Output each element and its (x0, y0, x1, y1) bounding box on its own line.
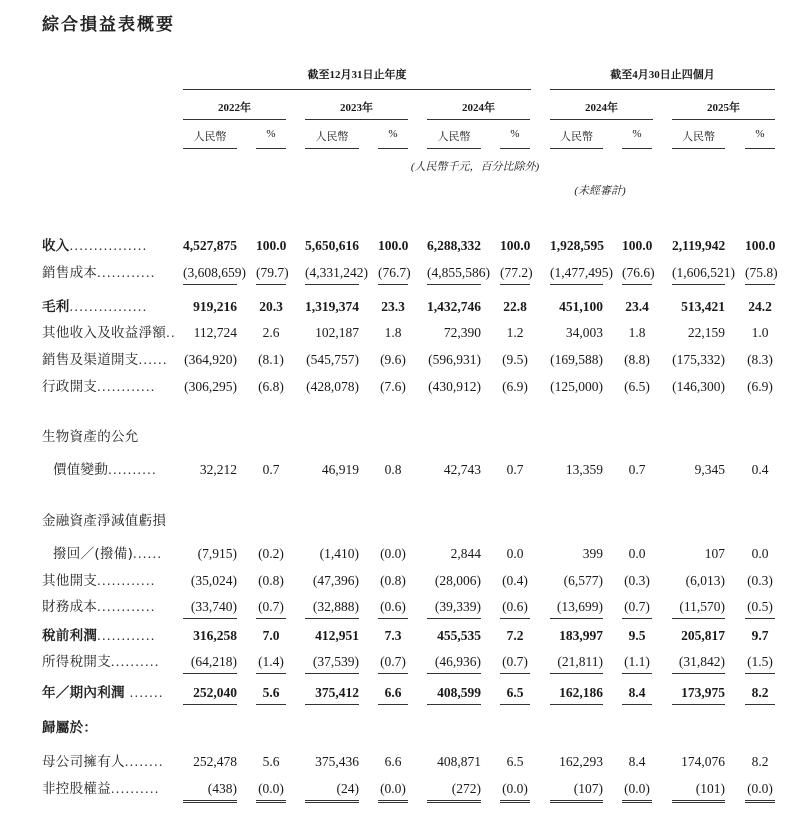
leader-dots: .......... (111, 781, 160, 796)
percent-cell: 23.3 (381, 299, 405, 314)
percent-cell: 100.0 (500, 238, 531, 253)
percent-cell: 7.3 (384, 628, 402, 643)
percent-cell: 5.6 (256, 682, 286, 705)
row-label (42, 570, 156, 592)
amount-cell: (125,000) (550, 379, 603, 394)
amount-cell: (1,410) (319, 546, 359, 561)
leader-dots: .......... (111, 654, 160, 669)
row-label (42, 651, 160, 673)
row-label (42, 596, 156, 618)
currency-header: 人民幣 (315, 131, 349, 143)
percent-cell: 6.5 (506, 754, 524, 769)
row-label-text: 母公司擁有人 (42, 754, 125, 770)
amount-cell: (11,570) (672, 596, 725, 619)
amount-cell: (146,300) (672, 379, 725, 394)
amount-cell: 252,040 (183, 682, 237, 705)
amount-cell: 1,319,374 (305, 299, 359, 314)
percent-cell: 6.6 (384, 754, 402, 769)
header-rule (427, 119, 530, 120)
percent-cell: 6.5 (500, 682, 530, 705)
percent-cell: (0.8) (380, 573, 406, 588)
amount-cell: 2,844 (450, 546, 481, 561)
header-rule (256, 148, 286, 149)
table-row (0, 717, 800, 739)
amount-cell: 6,288,332 (427, 238, 481, 253)
percent-cell: (0.6) (500, 596, 530, 619)
row-label (42, 682, 164, 704)
percent-cell: 0.0 (506, 546, 524, 561)
currency-header: 人民幣 (193, 131, 227, 143)
table-row (0, 625, 800, 647)
percent-cell: 1.8 (384, 325, 402, 340)
percent-cell: (0.0) (500, 778, 530, 803)
percent-cell: 23.4 (625, 299, 649, 314)
amount-cell: 375,412 (305, 682, 359, 705)
percent-cell: (77.2) (500, 262, 530, 285)
amount-cell: 205,817 (681, 628, 725, 643)
amount-cell: 4,527,875 (183, 238, 237, 253)
year-header-2024: 2024年 (462, 102, 495, 114)
percent-cell: 9.5 (628, 628, 646, 643)
amount-cell: (545,757) (306, 352, 359, 367)
amount-cell: 513,421 (681, 299, 725, 314)
row-label-text: 價值變動 (53, 462, 109, 478)
percent-cell: (0.0) (256, 778, 286, 803)
amount-cell: (39,339) (427, 596, 481, 619)
amount-cell: (47,396) (312, 573, 359, 588)
leader-dots: ............ (97, 265, 156, 280)
table-row (0, 296, 800, 318)
amount-cell: (438) (183, 778, 237, 803)
percent-cell: (79.7) (256, 262, 286, 285)
leader-dots: ............ (97, 628, 156, 643)
amount-cell: (32,888) (305, 596, 359, 619)
percent-cell: (6.5) (624, 379, 650, 394)
amount-cell: 173,975 (672, 682, 725, 705)
percent-cell: (0.7) (256, 596, 286, 619)
currency-header: 人民幣 (560, 131, 593, 143)
percent-cell: (0.7) (622, 596, 652, 619)
amount-cell: (175,332) (672, 352, 725, 367)
amount-cell: 34,003 (565, 325, 603, 340)
percent-cell: (7.6) (380, 379, 406, 394)
row-label (42, 262, 156, 284)
percent-cell: 100.0 (622, 238, 653, 253)
leader-dots: ...... (133, 546, 163, 561)
percent-cell: 6.6 (378, 682, 408, 705)
table-row (0, 459, 800, 481)
amount-cell: 42,743 (443, 462, 481, 477)
percent-cell: 0.7 (506, 462, 524, 477)
percent-cell: (0.7) (378, 651, 408, 674)
table-row (0, 262, 800, 284)
row-label-text: 其他開支 (42, 573, 98, 589)
percent-cell: 22.8 (503, 299, 527, 314)
table-row (0, 322, 800, 344)
header-rule (183, 119, 286, 120)
amount-cell: 455,535 (437, 628, 481, 643)
percent-cell: (6.8) (258, 379, 284, 394)
amount-cell: (169,588) (550, 352, 603, 367)
percent-cell: (9.6) (380, 352, 406, 367)
amount-cell: 72,390 (443, 325, 481, 340)
percent-cell: (0.5) (745, 596, 775, 619)
percent-cell: 20.3 (259, 299, 283, 314)
percent-cell: (0.3) (624, 573, 650, 588)
year-header-2024-period: 2024年 (585, 102, 618, 114)
amount-cell: (33,740) (183, 596, 237, 619)
row-label (42, 296, 148, 318)
amount-cell: (430,912) (428, 379, 481, 394)
percent-cell: 8.2 (745, 682, 775, 705)
percent-cell: 7.2 (506, 628, 524, 643)
amount-cell: 22,159 (687, 325, 725, 340)
amount-cell: (21,811) (550, 651, 603, 674)
amount-cell: (364,920) (184, 352, 237, 367)
percent-cell: (8.1) (258, 352, 284, 367)
percent-header: % (755, 128, 765, 140)
header-rule (550, 119, 653, 120)
percent-cell: (0.7) (500, 651, 530, 674)
leader-dots: ............ (97, 573, 156, 588)
row-label (42, 625, 156, 647)
percent-cell: 0.8 (384, 462, 402, 477)
amount-cell: 162,186 (550, 682, 603, 705)
amount-cell: 174,076 (681, 754, 725, 769)
amount-cell: 1,432,746 (427, 299, 481, 314)
row-label (53, 459, 157, 481)
table-row (0, 778, 800, 800)
amount-cell: (6,013) (685, 573, 725, 588)
header-rule (305, 119, 408, 120)
year-header-2022: 2022年 (218, 102, 251, 114)
percent-header: % (510, 128, 520, 140)
header-rule (672, 119, 775, 120)
table-row (0, 376, 800, 398)
amount-cell: 13,359 (565, 462, 603, 477)
leader-dots: ................ (69, 299, 148, 314)
amount-cell: 252,478 (193, 754, 237, 769)
percent-cell: (6.9) (502, 379, 528, 394)
percent-cell: 8.4 (622, 682, 652, 705)
percent-cell: (0.3) (747, 573, 773, 588)
header-rule (378, 148, 408, 149)
amount-cell: (596,931) (428, 352, 481, 367)
amount-cell: (35,024) (190, 573, 237, 588)
amount-cell: (64,218) (183, 651, 237, 674)
percent-cell: 0.4 (751, 462, 769, 477)
amount-cell: (107) (550, 778, 603, 803)
amount-cell: (4,855,586) (427, 262, 481, 285)
amount-cell: (1,477,495) (550, 262, 603, 285)
row-label-text: 毛利 (42, 299, 70, 315)
leader-dots: ................ (69, 238, 148, 253)
amount-cell: (306,295) (184, 379, 237, 394)
table-row (0, 751, 800, 773)
header-rule (305, 148, 359, 149)
row-label-text: 歸屬於： (42, 720, 98, 736)
amount-cell: (1,606,521) (672, 262, 725, 285)
amount-cell: (272) (427, 778, 481, 803)
header-rule (500, 148, 530, 149)
amount-cell: 107 (704, 546, 725, 561)
year-header-2025-period: 2025年 (707, 102, 740, 114)
year-header-2023: 2023年 (340, 102, 373, 114)
row-label-text: 金融資產淨減值虧損 (42, 513, 167, 529)
amount-cell: 46,919 (321, 462, 359, 477)
amount-cell: (6,577) (563, 573, 603, 588)
row-label (42, 510, 166, 532)
row-label (42, 717, 97, 739)
percent-cell: (0.0) (622, 778, 652, 803)
percent-cell: 5.6 (262, 754, 280, 769)
row-label (42, 349, 168, 371)
leader-dots: ...... (138, 352, 168, 367)
amount-cell: (28,006) (434, 573, 481, 588)
header-rule (183, 148, 237, 149)
row-label-text: 生物資產的公允 (42, 429, 139, 445)
amount-cell: 112,724 (193, 325, 237, 340)
row-label-text: 行政開支 (42, 379, 98, 395)
header-rule (550, 148, 603, 149)
percent-cell: (9.5) (502, 352, 528, 367)
leader-dots: .......... (108, 462, 157, 477)
row-label (42, 376, 156, 398)
percent-header: % (266, 128, 276, 140)
percent-cell: (0.0) (380, 546, 406, 561)
percent-cell: 100.0 (378, 238, 409, 253)
header-rule (550, 89, 775, 90)
row-label-text: 銷售成本 (42, 265, 98, 281)
amount-cell: (4,331,242) (305, 262, 359, 285)
table-row (0, 426, 800, 448)
row-label (42, 751, 164, 773)
amount-cell: (428,078) (306, 379, 359, 394)
table-row (0, 682, 800, 704)
amount-cell: 408,871 (437, 754, 481, 769)
percent-cell: 1.8 (628, 325, 646, 340)
percent-cell: (76.7) (378, 262, 408, 285)
leader-dots: ....... (124, 685, 164, 700)
percent-cell: (76.6) (622, 262, 652, 285)
percent-cell: (8.3) (747, 352, 773, 367)
header-rule (622, 148, 652, 149)
percent-cell: 7.0 (262, 628, 280, 643)
percent-header: % (388, 128, 398, 140)
table-row (0, 596, 800, 618)
amount-cell: 375,436 (315, 754, 359, 769)
percent-cell: 24.2 (748, 299, 772, 314)
amount-cell: 2,119,942 (672, 238, 726, 253)
row-label-text: 撥回／(撥備) (53, 546, 134, 562)
percent-cell: 1.2 (506, 325, 524, 340)
percent-cell: 0.0 (751, 546, 769, 561)
amount-cell: (13,699) (550, 596, 603, 619)
table-row (0, 349, 800, 371)
amount-cell: (24) (305, 778, 359, 803)
amount-cell: 412,951 (315, 628, 359, 643)
percent-cell: (1.1) (622, 651, 652, 674)
row-label-text: 所得稅開支 (42, 654, 111, 670)
page-title: 綜合損益表概要 (42, 15, 175, 35)
leader-dots: ............ (97, 379, 156, 394)
amount-cell: 408,599 (427, 682, 481, 705)
table-row (0, 235, 800, 257)
amount-cell: 162,293 (559, 754, 603, 769)
amount-cell: (46,936) (427, 651, 481, 674)
amount-cell: 9,345 (694, 462, 725, 477)
amount-cell: (37,539) (305, 651, 359, 674)
group-header-year-ended: 截至12月31日止年度 (307, 69, 407, 81)
row-label-text: 稅前利潤 (42, 628, 98, 644)
percent-cell: (1.4) (256, 651, 286, 674)
row-label (42, 235, 148, 257)
header-rule (672, 148, 725, 149)
leader-dots: ............ (97, 599, 156, 614)
percent-cell: 1.0 (751, 325, 769, 340)
amount-cell: 919,216 (193, 299, 237, 314)
row-label-text: 財務成本 (42, 599, 98, 615)
percent-cell: 100.0 (256, 238, 287, 253)
percent-cell: (6.9) (747, 379, 773, 394)
amount-cell: 32,212 (199, 462, 237, 477)
percent-header: % (632, 128, 642, 140)
amount-cell: 316,258 (193, 628, 237, 643)
percent-cell: (0.0) (378, 778, 408, 803)
percent-cell: (8.8) (624, 352, 650, 367)
percent-cell: (0.8) (258, 573, 284, 588)
amount-cell: 102,187 (315, 325, 359, 340)
percent-cell: (0.6) (378, 596, 408, 619)
table-row (0, 651, 800, 673)
percent-cell: 0.7 (262, 462, 280, 477)
currency-header: 人民幣 (437, 131, 471, 143)
group-header-four-months: 截至4月30日止四個月 (610, 69, 715, 81)
amount-cell: (3,608,659) (183, 262, 237, 285)
table-row (0, 510, 800, 532)
amount-cell: 399 (582, 546, 603, 561)
amount-cell: 5,650,616 (305, 238, 359, 253)
amount-cell: (31,842) (672, 651, 725, 674)
unaudited-note: (未經審計) (574, 185, 626, 197)
row-label (42, 426, 139, 448)
row-label (42, 778, 160, 800)
percent-cell: (0.4) (502, 573, 528, 588)
header-rule (427, 148, 481, 149)
percent-cell: 100.0 (745, 238, 776, 253)
amount-cell: (101) (672, 778, 725, 803)
row-label-text: 銷售及渠道開支 (42, 352, 139, 368)
currency-header: 人民幣 (682, 131, 715, 143)
percent-cell: 8.2 (751, 754, 769, 769)
percent-cell: 0.7 (628, 462, 646, 477)
percent-cell: 0.0 (628, 546, 646, 561)
percent-cell: 2.6 (262, 325, 280, 340)
percent-cell: 8.4 (628, 754, 646, 769)
table-row (0, 570, 800, 592)
row-label (42, 322, 176, 344)
row-label-text: 收入 (42, 238, 70, 254)
amount-cell: 183,997 (559, 628, 603, 643)
row-label-text: 年／期內利潤 (42, 685, 125, 701)
row-label-text: 非控股權益 (42, 781, 111, 797)
row-label (53, 543, 162, 565)
amount-cell: 1,928,595 (550, 238, 604, 253)
percent-cell: (0.0) (745, 778, 775, 803)
header-rule (745, 148, 775, 149)
amount-cell: 451,100 (559, 299, 603, 314)
percent-cell: (1.5) (745, 651, 775, 674)
leader-dots: ........ (124, 754, 164, 769)
percent-cell: (0.2) (258, 546, 284, 561)
table-row (0, 543, 800, 565)
percent-cell: (75.8) (745, 262, 775, 285)
unit-note: (人民幣千元，百分比除外) (410, 161, 540, 173)
row-label-text: 其他收入及收益淨額 (42, 325, 167, 341)
leader-dots: .. (166, 325, 176, 340)
header-rule (183, 89, 531, 90)
percent-cell: 9.7 (751, 628, 769, 643)
amount-cell: (7,915) (197, 546, 237, 561)
